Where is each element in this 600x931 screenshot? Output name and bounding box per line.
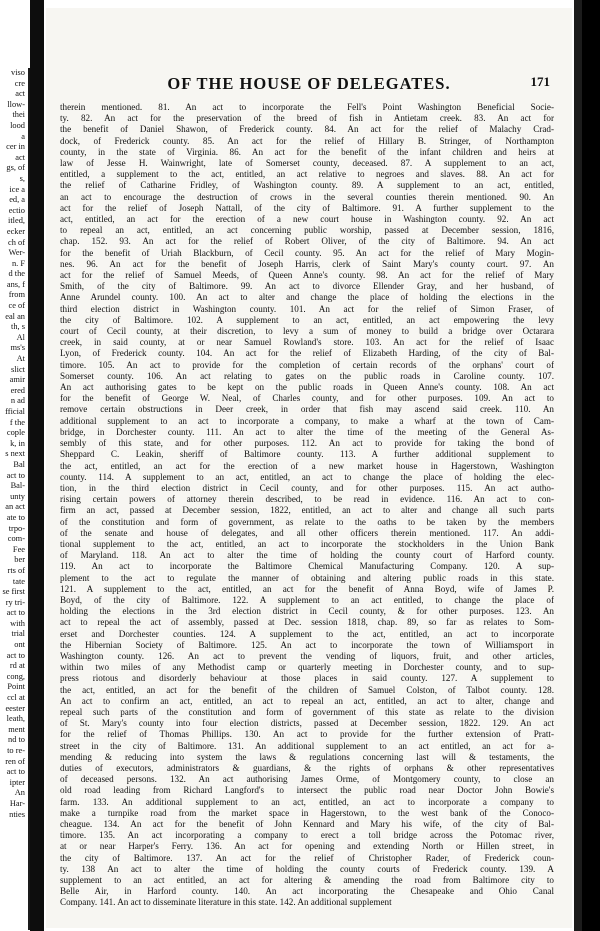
text-line: erset and Dorchester counties. 124. A supplement to the act, entitled, an act to incorporate — [60, 628, 554, 639]
text-line: tional supplement to the act, entitled, an act to incorporate the stockholders in the Union Bank — [60, 538, 554, 549]
facing-page-fragment: thei — [12, 110, 25, 120]
text-line: the benefit of Daniel Shawon, of Frederick county. 84. An act for the relief of Malachy Crad- — [60, 124, 554, 135]
text-line: firm an act, passed at December session, 1822, entitled, an act to alter and change all such parts — [60, 505, 554, 516]
page-title: OF THE HOUSE OF DELEGATES. — [167, 74, 451, 93]
facing-page-fragment: act to — [6, 650, 25, 660]
text-line: supplement to an act entitled, an act for altering & amending the road from Baltimore city to — [60, 875, 554, 886]
facing-page-fragment: ber — [14, 555, 25, 565]
facing-page-fragment: amir — [9, 375, 25, 385]
text-line: Company. 141. An act to disseminate literature in this state. 142. An additional supplement — [60, 897, 392, 908]
facing-page-fragment: slict — [11, 364, 25, 374]
text-line: for the benefit of Uriah Blackburn, of Cecil county. 95. An act for the relief of Mary Mogin- — [60, 247, 554, 258]
text-line: duties of executors, administrators & guardians, & the rights of orphans & other representatives — [60, 762, 554, 773]
facing-page-fragment: gs, of — [6, 163, 25, 173]
facing-page-fragment: ice a — [9, 184, 25, 194]
page-edge-shadow — [574, 0, 582, 931]
facing-page-fragment: ipter — [9, 777, 25, 787]
facing-page-fragment: Bal — [13, 459, 25, 469]
facing-page-fragment: ch of — [8, 237, 25, 247]
text-line: county, in the state of Virginia. 86. An act for the benefit of the infant children and heirs at — [60, 146, 554, 157]
facing-page-fragment: th, s — [11, 322, 25, 332]
facing-page-fragment: ren of — [5, 756, 25, 766]
facing-page-fragment: ry tri- — [5, 597, 25, 607]
facing-page-fragment: An — [14, 788, 25, 798]
facing-page-fragment: with — [10, 618, 25, 628]
facing-page-fragment: com- — [7, 534, 25, 544]
text-line: timore. 105. An act to provide for the completion of certain records of the orphans' court of — [60, 359, 554, 370]
facing-page-fragment: cre — [14, 78, 25, 88]
facing-page-fragment: from — [8, 290, 25, 300]
text-line: court of Cecil county, at their discretion, to levy a sum of money to build a bridge over Octarara — [60, 326, 554, 337]
text-line: Smith, of the city of Baltimore. 99. An act to divorce Ellender Gray, and her husband, of — [60, 281, 554, 292]
text-line: act for the relief of Samuel Meeds, of Queen Anne's county. 98. An act for the relief of Mary — [60, 270, 554, 281]
facing-page-fragment: Al — [16, 332, 25, 342]
text-line: plement to the act to regulate the manner of obtaining and altering public roads in this state. — [60, 572, 554, 583]
facing-page-fragment: a — [21, 131, 25, 141]
book-gutter — [30, 0, 44, 931]
document-page — [46, 8, 572, 928]
text-line: chap. 152. 93. An act for the relief of Robert Oliver, of the city of Baltimore. 94. An act — [60, 236, 554, 247]
facing-page-fragment: to re- — [7, 746, 25, 755]
facing-page-fragment: cong, — [6, 671, 25, 681]
text-line: of the senate and house of delegates, and all other officers therein mentioned. 117. An addi- — [60, 527, 554, 538]
facing-page-fragment: itled, — [8, 216, 25, 226]
facing-page-fragment: viso — [11, 68, 25, 77]
facing-page-fragment: trpo- — [8, 523, 25, 533]
facing-page-fragment: k, in — [10, 438, 25, 448]
text-line: holding the elections in the 3rd election district in Cecil county, & for other purposes. 123. An — [60, 606, 554, 617]
facing-page-fragment: ecker — [6, 226, 25, 236]
text-line: timore. 135. An act incorporating a company to erect a toll bridge across the Potomac river, — [60, 830, 554, 841]
text-line: the Hibernian Society of Baltimore. 125. An act to incorporate the town of Williamsport in — [60, 639, 554, 650]
text-line: Anne Arundel county. 100. An act to alter and change the place of holding the elections in the — [60, 292, 554, 303]
text-line: the city of Baltimore. 102. A supplement to an act, entitled, an act empowering the levy — [60, 314, 554, 325]
facing-page-fragment: act to — [6, 767, 25, 777]
facing-page-fragment: eal an — [5, 311, 25, 321]
text-line: make a turnpike road from the market space in Hagerstown, to the west bank of the Conoco- — [60, 807, 554, 818]
text-line: of the constitution and form of government, as relate to the oaths to be taken by the members — [60, 516, 554, 527]
text-line: tion, in the third election district in Cecil county, and for other purposes. 115. An act autho- — [60, 482, 554, 493]
facing-page-fragment: act to — [6, 470, 25, 480]
text-line: for the benefit of George W. Neal, of Charles county, and for other purposes. 109. An act to — [60, 393, 554, 404]
facing-page-fragment: ered — [10, 385, 25, 395]
text-line: an act to encourage the destruction of crows in the several counties therein mentioned. 90. An — [60, 191, 554, 202]
facing-page-fragment: Fee — [12, 544, 25, 554]
facing-page-fragment: s next — [5, 449, 25, 459]
facing-page-fragments — [0, 68, 30, 930]
text-line: sembly of this state, and for other purposes. 112. An act to provide for taking the bond of — [60, 438, 554, 449]
text-line: the city of Baltimore. 137. An act for the relief of Christopher Rader, of Frederick coun- — [60, 852, 554, 863]
text-line: dock, of Frederick county. 85. An act for the relief of Hillary B. Stringer, of Northampton — [60, 135, 554, 146]
text-line: creek, in said county, at or near Samuel Rowland's store. 103. An act for the relief of Isaac — [60, 337, 554, 348]
text-line: rising certain powers of attorney therein described, to be read in evidence. 116. An act to con- — [60, 494, 554, 505]
facing-page-fragment: act to — [6, 608, 25, 618]
text-line: therein mentioned. 81. An act to incorporate the Fell's Point Washington Beneficial Socie- — [60, 102, 554, 112]
text-line: repeal such parts of the constitution and form of government of this state as relate to the division — [60, 706, 554, 717]
facing-page-fragment: ce of — [8, 301, 25, 311]
scan-border — [582, 0, 600, 931]
text-line: for the relief of Thomas Phillips. 130. An act to provide for the further extension of Pratt- — [60, 729, 554, 740]
text-line: Lyon, of Frederick county. 104. An act for the relief of Elizabeth Harding, of the city of Bal- — [60, 348, 554, 359]
text-line: Belle Air, in Harford county. 140. An act incorporating the Chesapeake and Ohio Canal — [60, 886, 554, 897]
facing-page-fragment: rd at — [9, 661, 25, 671]
facing-page-fragment: f the — [9, 417, 25, 427]
facing-page-fragment: ment — [8, 724, 25, 734]
facing-page-fragment: ectio — [8, 205, 25, 215]
text-line: act, entitled, an act for the erection of a new court house in Washington county. 92. An act — [60, 214, 554, 225]
facing-page-fragment: nd to — [8, 735, 25, 745]
text-line: additional supplement to an act to incorporate a company, to make a wharf at the town of Cam- — [60, 415, 554, 426]
facing-page-fragment: cer in — [6, 142, 25, 152]
facing-page-fragment: fficial — [5, 407, 25, 416]
text-line: act to repeal the act of assembly, passed at Dec. session 1818, chap. 89, so far as relates to Som- — [60, 617, 554, 628]
facing-page-fragment: s, — [19, 173, 25, 183]
text-line: nes. 96. An act for the benefit of Joseph Harris, clerk of Saint Mary's county court. 97. An — [60, 258, 554, 269]
text-line: Sheppard C. Leakin, sheriff of Baltimore county. 113. A further additional supplement to — [60, 449, 554, 460]
facing-page-fragment: ed, a — [9, 195, 25, 205]
facing-page-fragment: n ad — [10, 396, 25, 406]
facing-page-fragment: lood — [10, 120, 25, 130]
body-text — [60, 102, 554, 909]
facing-page-fragment: Har- — [9, 798, 25, 808]
text-line: act for the relief of Joseph Nattall, of the city of Baltimore. 91. A further supplement to the — [60, 202, 554, 213]
text-line: mending & reducing into system the laws & regulations concerning last will & testaments, the — [60, 751, 554, 762]
facing-page-fragment: act — [15, 89, 25, 99]
text-line: Boyd, of the city of Baltimore. 122. A supplement to an act entitled, to change the place of — [60, 594, 554, 605]
page-number: 171 — [530, 74, 550, 89]
text-line: An act to confirm an act, entitled, an act to repeal an act, entitled, an act to alter, change and — [60, 695, 554, 706]
text-line: street in the city of Baltimore. 131. An additional supplement to an act entitled, an act for a- — [60, 740, 554, 751]
facing-page-fragment: act — [15, 152, 25, 162]
text-line: of deceased persons. 132. An act authorising James Orme, of Montgomery county, to close an — [60, 774, 554, 785]
text-line: of St. Mary's county into four election districts, passed at December session, 1822. 129. An act — [60, 718, 554, 729]
facing-page-fragment: n. F — [11, 258, 25, 268]
facing-page-fragment: ate to — [6, 512, 25, 522]
text-line: farm. 133. An additional supplement to an act, entitled, an act to incorporate a company to — [60, 796, 554, 807]
text-line: law of Jesse H. Wainwright, late of Somerset county, deceased. 87. A supplement to an act, — [60, 158, 554, 169]
text-line: the act, entitled, an act for the erection of a new market house in Hagerstown, Washington — [60, 460, 554, 471]
text-line: the act, entitled, an act for the benefit of the children of Samuel Colston, of Talbot county. 128. — [60, 684, 554, 695]
facing-page-fragment: leath, — [6, 714, 25, 724]
text-line: ty. 82. An act for the preservation of the breed of fish in Antietam creek. 83. An act for — [60, 113, 554, 124]
facing-page-fragment: cople — [6, 428, 25, 438]
facing-page-fragment: se first — [2, 587, 25, 597]
facing-page-fragment: llow- — [7, 99, 25, 109]
text-line: the relief of Catharine Fridley, of Washington county. 89. A supplement to an act, entitled, — [60, 180, 554, 191]
facing-page-fragment: Bal- — [10, 481, 25, 491]
text-line: third election district in Washington county. 101. An act for the relief of Simon Fraser, of — [60, 303, 554, 314]
facing-page-fragment: unty — [10, 491, 25, 501]
text-line: within two miles of any Methodist camp or quarterly meeting in Dorchester county, and to sup- — [60, 662, 554, 673]
text-line: at or near Harper's Ferry. 136. An act for opening and extending North or Hillen street, in — [60, 841, 554, 852]
text-line: 119. An act to incorporate the Baltimore Chemical Manufacturing Company. 120. A sup- — [60, 561, 554, 572]
text-line: An act authorising gates to be kept on the public roads in Queen Anne's county. 108. An act — [60, 382, 554, 393]
text-line: 121. A supplement to the act, entitled, an act for the benefit of Anna Boyd, wife of James P. — [60, 583, 554, 594]
facing-page-fragment: Point — [7, 682, 25, 692]
facing-page-fragment: ccl at — [7, 693, 25, 703]
text-line: Washington county. 126. An act to prevent the vending of liquors, fruit, and other articles, — [60, 650, 554, 661]
text-line: remove certain obstructions in Deer creek, in order that fish may ascend said creek. 110. An — [60, 404, 554, 415]
facing-page-fragment: tate — [12, 576, 25, 586]
text-line: press riotous and disorderly behaviour at those places in said county. 127. A supplement to — [60, 673, 554, 684]
facing-page-fragment: eester — [5, 703, 25, 713]
facing-page-fragment: ont — [14, 640, 25, 650]
facing-page-fragment: nties — [9, 809, 25, 819]
text-line: of Maryland. 118. An act to alter the time of holding the county court of Harford county. — [60, 550, 554, 561]
facing-page-fragment: At — [16, 354, 25, 364]
facing-page-fragment: rts of — [7, 565, 25, 575]
facing-page-fragment: trial — [11, 629, 25, 639]
text-line: entitled, a supplement to the act, entitled, an act relative to negroes and slaves. 88. An act for — [60, 169, 554, 180]
text-line: old road leading from Richard Langford's to intersect the public road near Doctor John Bowie's — [60, 785, 554, 796]
facing-page-fragment: d the — [8, 269, 25, 279]
facing-page-fragment: an act — [5, 502, 25, 512]
text-line: to repeal an act, entitled, an act concerning public worship, passed at December session, 1816, — [60, 225, 554, 236]
text-line: Somerset county. 106. An act relating to gates on the public roads in Caroline county. 107. — [60, 370, 554, 381]
text-line: cheague. 134. An act for the benefit of John Kennard and Mary his wife, of the city of Bal- — [60, 819, 554, 829]
facing-page-fragment: Wer- — [8, 248, 25, 258]
facing-page-fragment: ms's — [10, 343, 25, 353]
facing-page-fragment: ans, f — [6, 279, 25, 289]
text-line: ty. 138 An act to alter the time of holding the county courts of Frederick county. 139. A — [60, 863, 554, 874]
text-line: bridge, in Dorchester county. 111. An act to alter the time of the meeting of the General As- — [60, 426, 554, 437]
text-line: county. 114. A supplement to an act, entitled, an act to change the place of holding the elec- — [60, 471, 554, 482]
